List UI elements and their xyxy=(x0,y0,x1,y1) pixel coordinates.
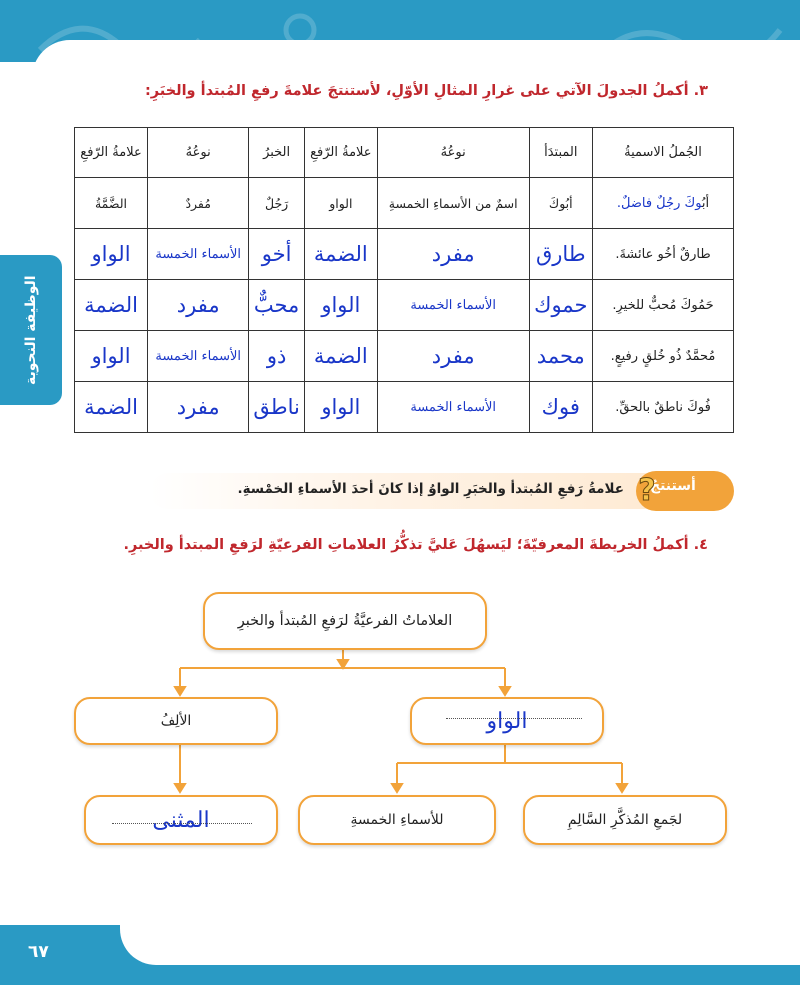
map-dual-box[interactable] xyxy=(84,795,278,845)
deduce-label: أستنتجُ xyxy=(650,478,696,494)
header-sentences: الجُملُ الاسميةُ xyxy=(593,128,734,178)
mark-cell[interactable]: الضمة xyxy=(75,382,148,433)
type-cell[interactable]: الأسماء الخمسة xyxy=(148,331,249,382)
map-root-label: العلاماتُ الفرعيَّةُ لرَفعِ المُبتدأ والخبرِ xyxy=(237,613,453,629)
header-mark-1: علامةُ الرّفعِ xyxy=(304,128,377,178)
type-cell: مُفردٌ xyxy=(148,178,249,229)
dual-dotted-line xyxy=(112,823,252,824)
type-cell[interactable]: مفرد xyxy=(148,382,249,433)
question-3-heading: ٣. أكملُ الجدولَ الآتي على غرارِ المثالِ الأوّلِ، لأستنتجَ علامةَ رفعِ المُبتدأ والخبَرِ: xyxy=(144,83,708,99)
mubtada-cell[interactable]: فوك xyxy=(529,382,592,433)
header-khabar: الخبرُ xyxy=(249,128,304,178)
map-dual-answer: المثنى xyxy=(152,807,210,833)
side-tab-label: الوظيفة النحوية xyxy=(23,275,39,385)
deduce-text: علامةُ رَفعِ المُبتدأ والخبَرِ الواوُ إذا كانَ أحدَ الأسماءِ الخمْسةِ. xyxy=(237,481,624,497)
mark-cell[interactable]: الضمة xyxy=(304,229,377,280)
sentence-cell: حَمُوكَ مُحبٌّ للخيرِ. xyxy=(593,280,734,331)
khabar-cell[interactable]: ناطق xyxy=(249,382,304,433)
mark-cell[interactable]: الواو xyxy=(75,331,148,382)
header-type-1: نوعُهُ xyxy=(377,128,529,178)
type-cell: اسمٌ من الأسماءِ الخمسةِ xyxy=(377,178,529,229)
khabar-cell[interactable]: محبٌّ xyxy=(249,280,304,331)
header-mubtada: المبتدَأ xyxy=(529,128,592,178)
page-number: ٦٧ xyxy=(28,942,49,962)
map-waw-answer: الواو xyxy=(486,708,528,734)
sentence-cell: مُحمَّدٌ ذُو خُلقٍ رفيعٍ. xyxy=(593,331,734,382)
mark-cell[interactable]: الضمة xyxy=(304,331,377,382)
type-cell[interactable]: مفرد xyxy=(377,229,529,280)
map-five-nouns-label: للأسماءِ الخمسةِ xyxy=(350,812,444,828)
map-waw-box[interactable] xyxy=(410,697,604,745)
khabar-cell: رَجُلٌ xyxy=(249,178,304,229)
question-4-heading: ٤. أكملُ الخريطةَ المعرفيّةَ؛ ليَسهُلَ عَليَّ تذكُّرُ العلاماتِ الفرعيّةِ لرَفعِ المبتدأ والخبرِ. xyxy=(123,537,708,553)
map-masc-plural-box xyxy=(523,795,727,845)
sentence-cell: طارقٌ أخُو عائشةَ. xyxy=(593,229,734,280)
mark-cell[interactable]: الواو xyxy=(75,229,148,280)
mark-cell[interactable]: الواو xyxy=(304,382,377,433)
type-cell[interactable]: مفرد xyxy=(148,280,249,331)
map-alif-box xyxy=(74,697,278,745)
header-mark-2: علامةُ الرّفعِ xyxy=(75,128,148,178)
mubtada-cell[interactable]: حموك xyxy=(529,280,592,331)
bottom-card xyxy=(120,925,800,965)
type-cell[interactable]: الأسماء الخمسة xyxy=(377,280,529,331)
type-cell[interactable]: الأسماء الخمسة xyxy=(148,229,249,280)
type-cell[interactable]: الأسماء الخمسة xyxy=(377,382,529,433)
waw-dotted-line xyxy=(446,718,582,719)
mubtada-cell: أبُوكَ xyxy=(529,178,592,229)
khabar-cell[interactable]: ذو xyxy=(249,331,304,382)
mark-cell: الواو xyxy=(304,178,377,229)
sentence-cell: فُوكَ ناطقٌ بالحقِّ. xyxy=(593,382,734,433)
type-cell[interactable]: مفرد xyxy=(377,331,529,382)
mubtada-cell[interactable]: طارق xyxy=(529,229,592,280)
map-masc-plural-label: لجَمعِ المُذكَّرِ السَّالِمِ xyxy=(567,812,683,828)
mark-cell[interactable]: الضمة xyxy=(75,280,148,331)
sentence-cell: أبُوكَ رجُلٌ فاضلٌ. xyxy=(593,178,734,229)
header-type-2: نوعُهُ xyxy=(148,128,249,178)
map-alif-label: الألِفُ xyxy=(160,713,192,729)
question-mark-icon: ? xyxy=(638,473,656,508)
mark-cell[interactable]: الواو xyxy=(304,280,377,331)
map-five-nouns-box xyxy=(298,795,496,845)
map-root-box xyxy=(203,592,487,650)
khabar-cell[interactable]: أخو xyxy=(249,229,304,280)
mubtada-cell[interactable]: محمد xyxy=(529,331,592,382)
mark-cell: الضَّمَّةُ xyxy=(75,178,148,229)
